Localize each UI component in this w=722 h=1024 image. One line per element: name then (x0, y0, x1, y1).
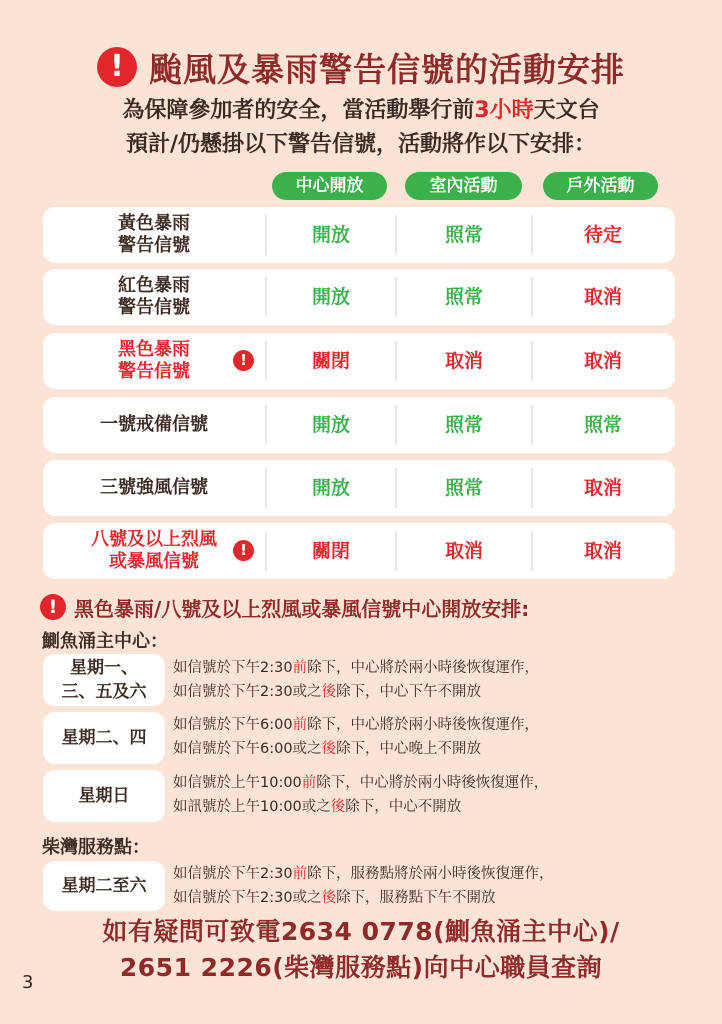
center-status: 開放 (311, 286, 350, 308)
signal-row (43, 460, 675, 516)
signal-row (43, 269, 675, 325)
signal-row (43, 207, 675, 263)
footer-line-1: 如有疑問可致電2634 0778(鰂魚涌主中心)/ (102, 917, 620, 946)
header-indoor: 室內活動 (405, 172, 522, 200)
signal-label: 一號戒備信號 (100, 414, 208, 435)
outdoor-status: 取消 (583, 477, 622, 499)
outdoor-status: 取消 (583, 540, 622, 562)
exclamation-icon: ! (40, 594, 66, 620)
center-status: 關閉 (311, 350, 350, 372)
outdoor-status: 照常 (583, 414, 622, 436)
signal-label: 紅色暴雨 警告信號 (118, 275, 190, 318)
signal-label: 三號強風信號 (100, 477, 208, 498)
warning-icon: ! (233, 540, 254, 561)
intro-highlight: 3小時 (474, 98, 534, 123)
intro-text (0, 94, 722, 162)
intro-line-2: 預計/仍懸掛以下警告信號，活動將作以下安排： (125, 132, 597, 157)
indoor-status: 照常 (444, 414, 483, 436)
footer-contact (0, 914, 722, 986)
signal-label: 黑色暴雨 警告信號 (118, 339, 190, 382)
center-status: 開放 (311, 414, 350, 436)
signal-row (43, 333, 675, 389)
header-outdoor: 戶外活動 (543, 172, 658, 200)
section-title: 黑色暴雨/八號及以上烈風或暴風信號中心開放安排: (74, 596, 530, 621)
indoor-status: 照常 (444, 224, 483, 246)
title-row (0, 44, 722, 90)
day-box: 星期二、四 (43, 712, 165, 764)
footer-line-2: 2651 2226(柴灣服務點)向中心職員查詢 (119, 953, 603, 982)
indoor-status: 取消 (444, 350, 483, 372)
indoor-status: 照常 (444, 477, 483, 499)
exclamation-icon: ! (97, 47, 137, 87)
indoor-status: 照常 (444, 286, 483, 308)
day-box: 星期一、 三、五及六 (43, 654, 165, 706)
schedule-detail: 如信號於上午10:00前除下，中心將於兩小時後恢復運作， 如訊號於上午10:00或之後除下，中心不開放 (173, 775, 549, 815)
center-status: 開放 (311, 224, 350, 246)
signal-label: 八號及以上烈風 或暴風信號 (91, 529, 217, 572)
center-status: 開放 (311, 477, 350, 499)
section-heading (40, 593, 529, 621)
schedule-detail: 如信號於下午2:30前除下，服務點將於兩小時後恢復運作， 如信號於下午2:30或之後除下，服務點下午不開放 (173, 866, 554, 906)
main-centre-name: 鰂魚涌主中心： (42, 631, 168, 652)
header-center-open: 中心開放 (272, 172, 387, 200)
page-title: 颱風及暴雨警告信號的活動安排 (149, 49, 625, 89)
signal-row (43, 397, 675, 453)
day-box: 星期二至六 (43, 861, 165, 911)
indoor-status: 取消 (444, 540, 483, 562)
signal-row (43, 523, 675, 579)
schedule-detail: 如信號於下午2:30前除下，中心將於兩小時後恢復運作， 如信號於下午2:30或之後除下，中心下午不開放 (173, 660, 540, 700)
schedule-detail: 如信號於下午6:00前除下，中心將於兩小時後恢復運作， 如信號於下午6:00或之後除下，中心晚上不開放 (173, 717, 540, 757)
outdoor-status: 取消 (583, 286, 622, 308)
outdoor-status: 取消 (583, 350, 622, 372)
signal-label: 黃色暴雨 警告信號 (118, 213, 190, 256)
chai-wan-name: 柴灣服務點： (42, 837, 150, 858)
center-status: 關閉 (311, 540, 350, 562)
warning-icon: ! (233, 350, 254, 371)
day-box: 星期日 (43, 770, 165, 822)
intro-line-1: 為保障參加者的安全，當活動舉行前3小時天文台 (122, 98, 600, 123)
page-number: 3 (22, 972, 34, 993)
outdoor-status: 待定 (583, 224, 622, 246)
